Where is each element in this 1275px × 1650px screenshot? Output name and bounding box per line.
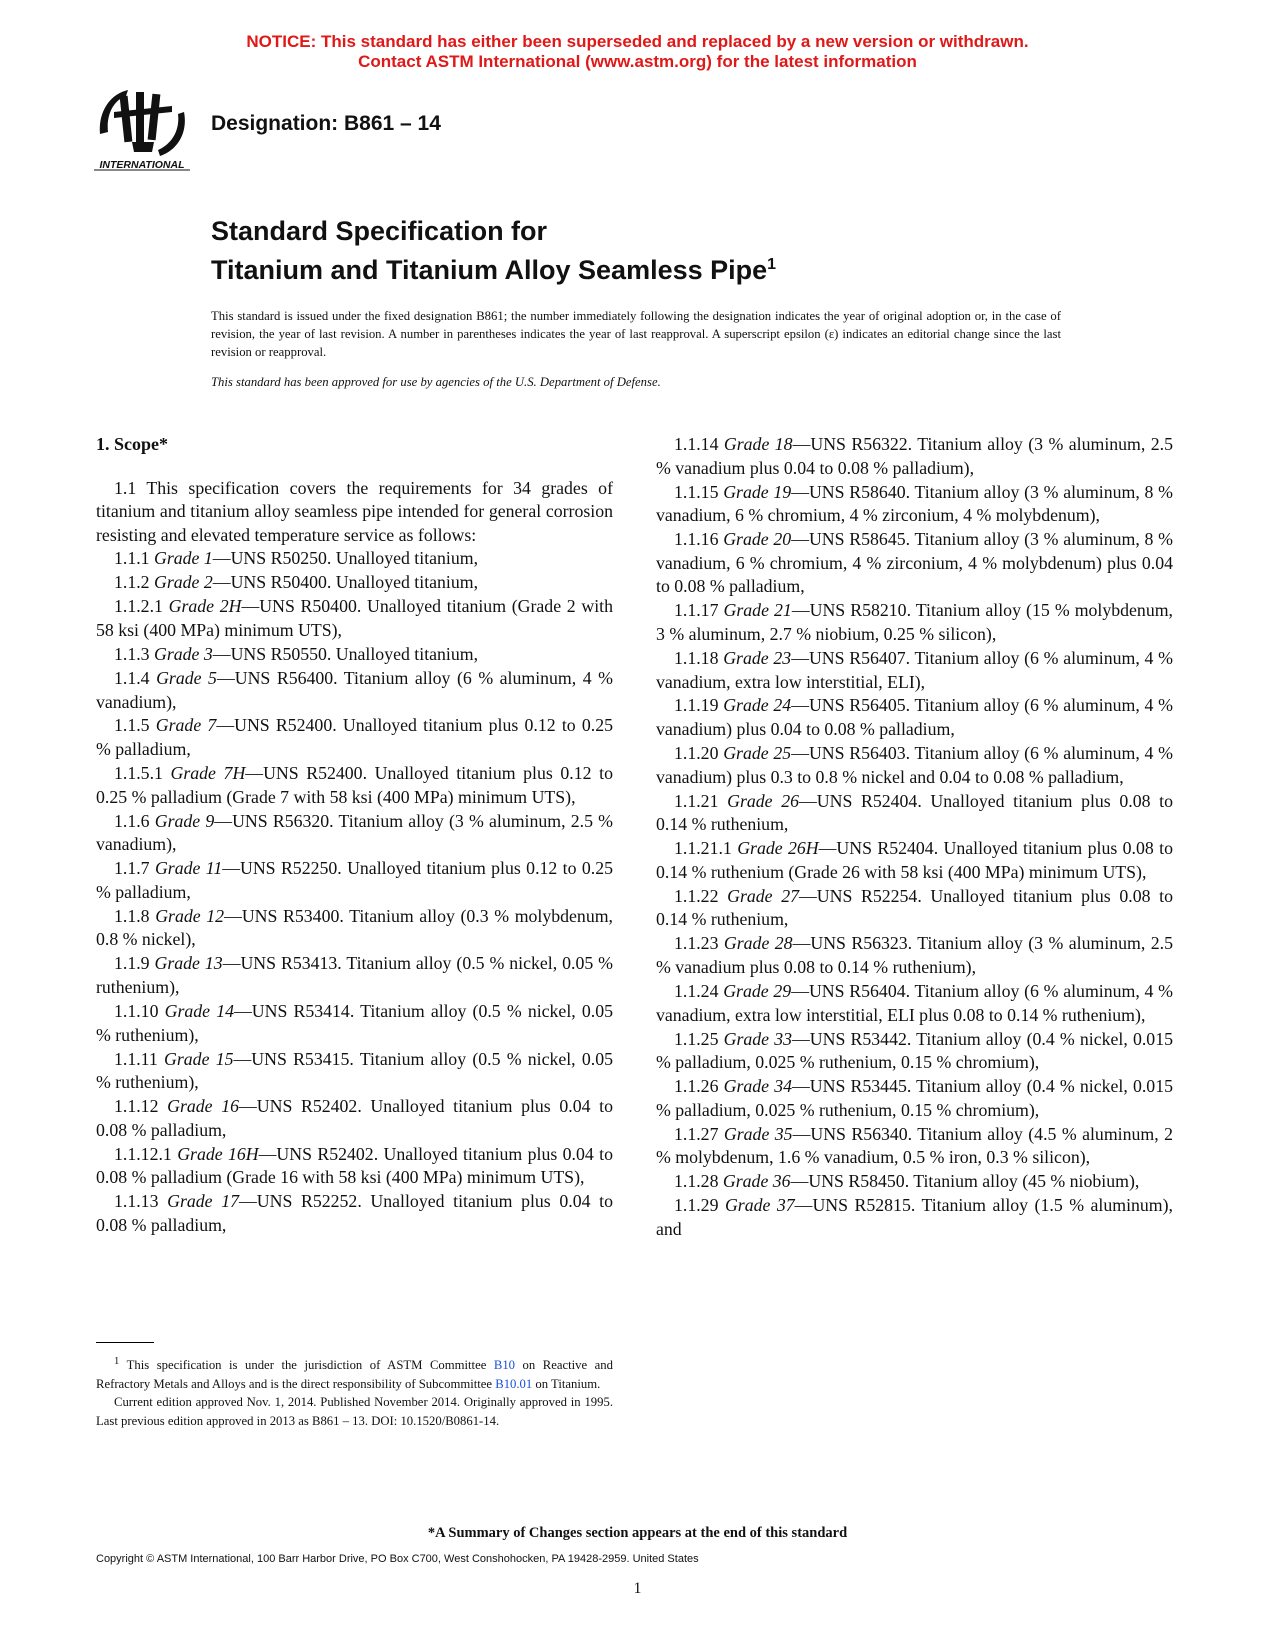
item-number: 1.1.10: [114, 1000, 159, 1021]
item-number: 1.1.22: [674, 885, 719, 906]
grade-list-item: [96, 1048, 613, 1095]
grade-list-item: [656, 599, 1173, 646]
grade-list-item: [656, 837, 1173, 884]
grade-description: —UNS R52404. Unalloyed titanium plus 0.08 to 0.14 % ruthenium,: [656, 790, 1173, 835]
grade-description: —UNS R56323. Titanium alloy (3 % aluminum, 2.5 % vanadium plus 0.08 to 0.14 % ruthenium),: [656, 933, 1173, 977]
item-number: 1.1.5.1: [114, 763, 163, 784]
item-number: 1.1.4: [114, 667, 150, 688]
title-line-2: [211, 248, 776, 287]
copyright: Copyright © ASTM International, 100 Barr Harbor Drive, PO Box C700, West Conshohocken, PA 19428-2959. United States: [96, 1553, 699, 1565]
grade-description: —UNS R53445. Titanium alloy (0.4 % nickel, 0.015 % palladium, 0.025 % ruthenium, 0.15 % chromium),: [656, 1076, 1173, 1120]
title-footnote-mark[interactable]: 1: [767, 256, 777, 273]
item-number: 1.1.3: [114, 643, 150, 664]
grade-list-item: [96, 952, 613, 999]
item-number: 1.1.21.1: [674, 838, 732, 859]
committee-link[interactable]: B10: [493, 1358, 516, 1373]
grade-description: —UNS R53415. Titanium alloy (0.5 % nickel, 0.05 % ruthenium),: [96, 1048, 613, 1093]
grade-name: Grade 7: [155, 715, 217, 736]
item-number: 1.1.20: [674, 743, 719, 764]
item-number: 1.1.5: [114, 715, 150, 736]
grade-description: —UNS R52400. Unalloyed titanium plus 0.12 to 0.25 % palladium (Grade 7 with 58 ksi (400 MPa) minimum UTS),: [96, 763, 613, 807]
grade-list-item: [656, 1028, 1173, 1075]
item-number: 1.1.11: [114, 1048, 158, 1069]
grade-list-item: [656, 1075, 1173, 1122]
grade-list-item: [96, 810, 613, 857]
grade-name: Grade 11: [154, 858, 223, 879]
item-number: 1.1.16: [674, 529, 719, 550]
dod-approval-note: This standard has been approved for use by agencies of the U.S. Department of Defense.: [211, 375, 661, 389]
title-line-1: Standard Specification for: [211, 216, 548, 246]
grade-name: Grade 15: [164, 1048, 234, 1069]
grade-list-item: [96, 762, 613, 809]
grade-description: —UNS R58450. Titanium alloy (45 % niobium),: [790, 1171, 1140, 1192]
grade-name: Grade 28: [723, 933, 793, 954]
grade-description: —UNS R58210. Titanium alloy (15 % molybdenum, 3 % aluminum, 2.7 % niobium, 0.25 % silicon),: [656, 600, 1173, 644]
grade-description: —UNS R52402. Unalloyed titanium plus 0.04 to 0.08 % palladium,: [96, 1096, 613, 1140]
title-line-2-text: Titanium and Titanium Alloy Seamless Pipe: [211, 255, 768, 285]
grade-name: Grade 34: [723, 1076, 793, 1097]
grade-name: Grade 17: [167, 1191, 239, 1212]
grade-list-item: [656, 1123, 1173, 1170]
designation: Designation: B861 – 14: [211, 112, 441, 135]
item-number: 1.1.13: [114, 1191, 159, 1212]
right-grade-list: [656, 433, 1173, 1241]
right-column: [656, 433, 1173, 1241]
item-number: 1.1.6: [114, 810, 150, 831]
grade-list-item: [96, 547, 613, 571]
footnote-divider: [96, 1342, 154, 1343]
item-number: 1.1.28: [674, 1171, 719, 1192]
grade-name: Grade 35: [723, 1123, 793, 1144]
item-number: 1.1.23: [674, 933, 719, 954]
grade-name: Grade 25: [723, 743, 792, 764]
grade-list-item: [656, 528, 1173, 599]
grade-description: —UNS R56405. Titanium alloy (6 % aluminum, 4 % vanadium) plus 0.04 to 0.08 % palladium,: [656, 695, 1173, 740]
grade-description: —UNS R52404. Unalloyed titanium plus 0.08 to 0.14 % ruthenium (Grade 26 with 58 ksi (400 MPa) minimum UTS),: [656, 838, 1173, 882]
grade-name: Grade 21: [723, 600, 792, 621]
item-number: 1.1.12: [114, 1096, 159, 1117]
grade-name: Grade 1: [154, 548, 213, 569]
item-number: 1.1.12.1: [114, 1143, 172, 1164]
grade-list-item: [96, 1095, 613, 1142]
grade-description: —UNS R52250. Unalloyed titanium plus 0.12 to 0.25 % palladium,: [96, 858, 613, 902]
grade-description: —UNS R52402. Unalloyed titanium plus 0.04 to 0.08 % palladium (Grade 16 with 58 ksi (400 MPa) minimum UTS),: [96, 1143, 613, 1188]
grade-list-item: [96, 1000, 613, 1047]
grade-name: Grade 20: [723, 529, 792, 550]
grade-list-item: [656, 790, 1173, 837]
grade-name: Grade 7H: [170, 763, 246, 784]
withdrawal-notice: [0, 32, 1275, 72]
footnote-mark: 1: [114, 1356, 120, 1367]
grade-list-item: [656, 932, 1173, 979]
grade-name: Grade 24: [723, 695, 792, 716]
item-number: 1.1.17: [674, 600, 719, 621]
left-grade-list: [96, 547, 613, 1237]
astm-logo-icon: [92, 82, 192, 174]
grade-description: —UNS R52815. Titanium alloy (1.5 % aluminum), and: [656, 1195, 1173, 1239]
grade-description: —UNS R52254. Unalloyed titanium plus 0.08 to 0.14 % ruthenium,: [656, 885, 1173, 930]
item-number: 1.1.9: [114, 953, 150, 974]
item-number: 1.1.29: [674, 1195, 719, 1216]
grade-list-item: [656, 1194, 1173, 1241]
grade-description: —UNS R58640. Titanium alloy (3 % aluminum, 8 % vanadium, 6 % chromium, 4 % zirconium, 4 % molybdenum),: [656, 481, 1173, 526]
grade-list-item: [656, 481, 1173, 528]
grade-description: —UNS R56340. Titanium alloy (4.5 % aluminum, 2 % molybdenum, 1.6 % vanadium, 0.5 % iron, 0.3 % silicon),: [656, 1123, 1173, 1168]
grade-description: —UNS R53400. Titanium alloy (0.3 % molybdenum, 0.8 % nickel),: [96, 905, 613, 950]
scope-heading: 1. Scope*: [96, 434, 168, 454]
item-number: 1.1.14: [674, 434, 719, 454]
subcommittee-link[interactable]: B10.01: [495, 1376, 533, 1391]
grade-name: Grade 37: [724, 1195, 795, 1216]
grade-name: Grade 2H: [168, 596, 242, 617]
notice-line-2: Contact ASTM International (www.astm.org) for the latest information: [358, 52, 917, 71]
grade-description: —UNS R52252. Unalloyed titanium plus 0.04 to 0.08 % palladium,: [96, 1191, 613, 1235]
grade-name: Grade 16H: [177, 1143, 259, 1164]
grade-name: Grade 19: [723, 481, 792, 502]
scope-intro: 1.1 This specification covers the requirements for 34 grades of titanium and titanium alloy seamless pipe intended for general corrosion resisting and elevated temperature service as follows:: [96, 477, 613, 545]
grade-list-item: [656, 980, 1173, 1027]
grade-list-item: [96, 595, 613, 642]
grade-description: —UNS R56320. Titanium alloy (3 % aluminum, 2.5 % vanadium),: [96, 810, 613, 855]
left-column: [96, 433, 613, 1237]
grade-list-item: [96, 667, 613, 714]
page-number: 1: [633, 1580, 642, 1597]
grade-name: Grade 33: [723, 1028, 793, 1049]
item-number: 1.1.24: [674, 980, 719, 1001]
document-title: [211, 214, 776, 287]
grade-list-item: [96, 905, 613, 952]
grade-name: Grade 36: [722, 1171, 791, 1192]
grade-name: Grade 27: [727, 885, 799, 906]
grade-description: —UNS R56400. Titanium alloy (6 % aluminum, 4 % vanadium),: [96, 667, 613, 712]
grade-name: Grade 26: [727, 790, 799, 811]
item-number: 1.1.7: [114, 858, 150, 879]
grade-name: Grade 18: [723, 434, 793, 454]
grade-name: Grade 14: [164, 1000, 234, 1021]
item-number: 1.1.25: [674, 1028, 719, 1049]
item-number: 1.1.18: [674, 647, 719, 668]
grade-description: —UNS R50400. Unalloyed titanium (Grade 2 with 58 ksi (400 MPa) minimum UTS),: [96, 596, 613, 640]
item-number: 1.1.2.1: [114, 596, 163, 617]
item-number: 1.1.21: [674, 790, 719, 811]
grade-description: —UNS R53442. Titanium alloy (0.4 % nickel, 0.015 % palladium, 0.025 % ruthenium, 0.15 % chromium),: [656, 1028, 1173, 1073]
grade-description: —UNS R56404. Titanium alloy (6 % aluminum, 4 % vanadium, extra low interstitial, ELI plus 0.08 to 0.14 % ruthenium),: [656, 980, 1173, 1025]
grade-name: Grade 3: [154, 643, 213, 664]
logo-text: INTERNATIONAL: [99, 159, 185, 171]
item-number: 1.1.26: [674, 1076, 719, 1097]
grade-list-item: [656, 742, 1173, 789]
grade-list-item: [656, 694, 1173, 741]
astm-logo: [92, 82, 192, 174]
grade-list-item: [96, 571, 613, 595]
grade-name: Grade 23: [723, 647, 792, 668]
footnote-edition: Current edition approved Nov. 1, 2014. Published November 2014. Originally approved in 1995. Last previous edition approved in 2013 as B861 – 13. DOI: 10.1520/B0861-14.: [96, 1395, 613, 1428]
footnote-1: $^1$ This specification is under the jurisdiction of ASTM Committee B10 on Reactive and Refractory Metals and Alloys and is the direct responsibility of Subcommittee B10.01 on Titanium.: [96, 1356, 613, 1391]
item-number: 1.1.8: [114, 905, 150, 926]
grade-description: —UNS R56407. Titanium alloy (6 % aluminum, 4 % vanadium, extra low interstitial, ELI),: [656, 647, 1173, 692]
grade-name: Grade 16: [167, 1096, 239, 1117]
grade-description: —UNS R56403. Titanium alloy (6 % aluminum, 4 % vanadium) plus 0.3 to 0.8 % nickel and 0.04 to 0.08 % palladium,: [656, 743, 1173, 787]
item-number: 1.1.15: [674, 481, 719, 502]
item-number: 1.1.2: [114, 572, 150, 593]
grade-name: Grade 9: [154, 810, 215, 831]
grade-description: —UNS R50250. Unalloyed titanium,: [212, 548, 479, 569]
notice-line-1: NOTICE: This standard has either been superseded and replaced by a new version or withdrawn.: [246, 32, 1029, 51]
grade-description: —UNS R50550. Unalloyed titanium,: [212, 643, 479, 664]
grade-list-item: [656, 885, 1173, 932]
grade-description: —UNS R50400. Unalloyed titanium,: [212, 572, 479, 593]
summary-of-changes-note: *A Summary of Changes section appears at the end of this standard: [427, 1525, 848, 1541]
grade-description: —UNS R53414. Titanium alloy (0.5 % nickel, 0.05 % ruthenium),: [96, 1000, 613, 1045]
footnotes: [96, 1353, 613, 1430]
grade-list-item: [656, 433, 1173, 480]
grade-list-item: [96, 1190, 613, 1237]
grade-name: Grade 13: [154, 953, 223, 974]
grade-name: Grade 12: [155, 905, 225, 926]
grade-name: Grade 29: [723, 980, 792, 1001]
grade-list-item: [96, 857, 613, 904]
item-number: 1.1.19: [674, 695, 719, 716]
grade-description: —UNS R53413. Titanium alloy (0.5 % nickel, 0.05 % ruthenium),: [96, 953, 613, 997]
grade-list-item: [96, 643, 613, 667]
grade-list-item: [96, 714, 613, 761]
issuance-statement: This standard is issued under the fixed designation B861; the number immediately following the designation indicates the year of original adoption or, in the case of revision, the year of last revision. A number in parentheses indicates the year of last reapproval. A superscript epsilon (ε) indicates an editorial change since the last revision or reapproval.: [211, 309, 1061, 359]
grade-list-item: [656, 1170, 1173, 1194]
item-number: 1.1.27: [674, 1123, 719, 1144]
grade-name: Grade 26H: [737, 838, 819, 859]
grade-name: Grade 2: [154, 572, 213, 593]
grade-description: —UNS R58645. Titanium alloy (3 % aluminum, 8 % vanadium, 6 % chromium, 4 % zirconium, 4 % molybdenum) plus 0.04 to 0.08 % palladium,: [656, 529, 1173, 597]
grade-name: Grade 5: [156, 667, 217, 688]
grade-list-item: [656, 647, 1173, 694]
grade-list-item: [96, 1143, 613, 1190]
item-number: 1.1.1: [114, 548, 150, 569]
grade-description: —UNS R56322. Titanium alloy (3 % aluminum, 2.5 % vanadium plus 0.04 to 0.08 % palladium),: [656, 434, 1173, 478]
grade-description: —UNS R52400. Unalloyed titanium plus 0.12 to 0.25 % palladium,: [96, 715, 613, 760]
